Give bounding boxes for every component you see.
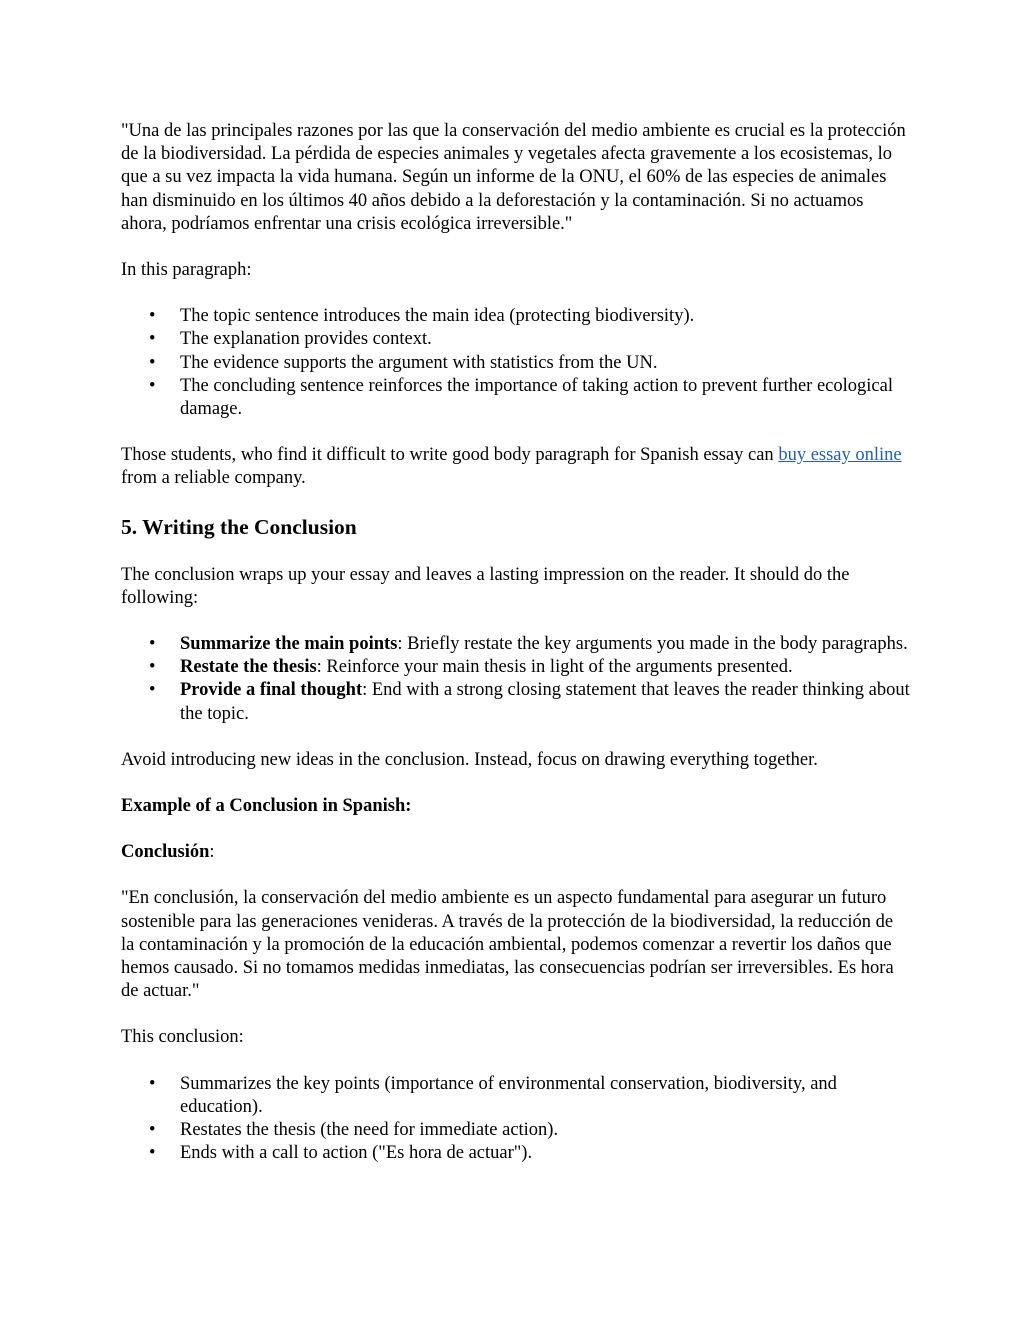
list-item: • The evidence supports the argument with statistics from the UN. [180, 352, 911, 375]
list-item [180, 679, 911, 725]
conclusion-label-text: Conclusión [121, 842, 210, 863]
conclusion-intro: The conclusion wraps up your essay and leaves a lasting impression on the reader. It should do the following: [121, 564, 850, 608]
buy-essay-link[interactable]: buy essay online [778, 445, 902, 466]
list-item-text: : Briefly restate the key arguments you made in the body paragraphs. [397, 634, 908, 655]
section-heading: 5. Writing the Conclusion [121, 514, 357, 539]
promo-text-before: Those students, who find it difficult to write good body paragraph for Spanish essay can [121, 445, 779, 466]
list-item-term: Restate the thesis [180, 657, 317, 678]
example-heading [121, 795, 911, 818]
example-heading-text: Example of a Conclusion in Spanish: [121, 796, 412, 817]
list-item: • The explanation provides context. [180, 328, 911, 351]
conclusion-steps-list [121, 633, 911, 726]
paragraph-analysis-list [121, 305, 911, 421]
list-item: • Restates the thesis (the need for immediate action). [180, 1119, 911, 1142]
spanish-example-paragraph: "Una de las principales razones por las que la conservación del medio ambiente es crucial es la protección de la biodiversidad. La pérdida de especies animales y vegetales afecta gravemente a los ecosistemas, lo que a su vez impacta la vida humana. Según un informe de la ONU, el 60% de las especies de animales han disminuido en los últimos 40 años debido a la deforestación y la contaminación. Si no actuamos ahora, podríamos enfrentar una crisis ecológica irreversible." [121, 121, 906, 234]
conclusion-label [121, 841, 911, 864]
promo-paragraph [121, 444, 911, 490]
list-item: • Ends with a call to action ("Es hora de actuar"). [180, 1142, 911, 1165]
list-item-term: Summarize the main points [180, 634, 398, 655]
spanish-conclusion-paragraph: "En conclusión, la conservación del medio ambiente es un aspecto fundamental para asegurar un futuro sostenible para las generaciones venideras. A través de la protección de la biodiversidad, la reducción de la contaminación y la promoción de la educación ambiental, podemos comenzar a revertir los daños que hemos causado. Si no tomamos medidas inmediatas, las consecuencias podrían ser irreversibles. Es hora de actuar." [121, 888, 894, 1002]
conclusion-label-colon: : [209, 842, 215, 863]
paragraph-intro: In this paragraph: [121, 260, 252, 281]
promo-text-after: from a reliable company. [121, 468, 306, 489]
list-item [180, 656, 911, 679]
document-page [121, 120, 911, 1189]
conclusion-summary-list [121, 1073, 911, 1166]
list-item-text: : Reinforce your main thesis in light of the arguments presented. [316, 657, 793, 678]
this-conclusion-intro: This conclusion: [121, 1027, 244, 1048]
list-item-text: : End with a strong closing statement that leaves the reader thinking about the topic. [180, 680, 910, 724]
advice-paragraph: Avoid introducing new ideas in the conclusion. Instead, focus on drawing everything together. [121, 749, 818, 770]
list-item-term: Provide a final thought [180, 680, 363, 701]
list-item: • The concluding sentence reinforces the importance of taking action to prevent further ecological damage. [180, 375, 911, 421]
list-item [180, 633, 911, 656]
list-item: • The topic sentence introduces the main idea (protecting biodiversity). [180, 305, 911, 328]
list-item: • Summarizes the key points (importance of environmental conservation, biodiversity, and education). [180, 1073, 911, 1119]
